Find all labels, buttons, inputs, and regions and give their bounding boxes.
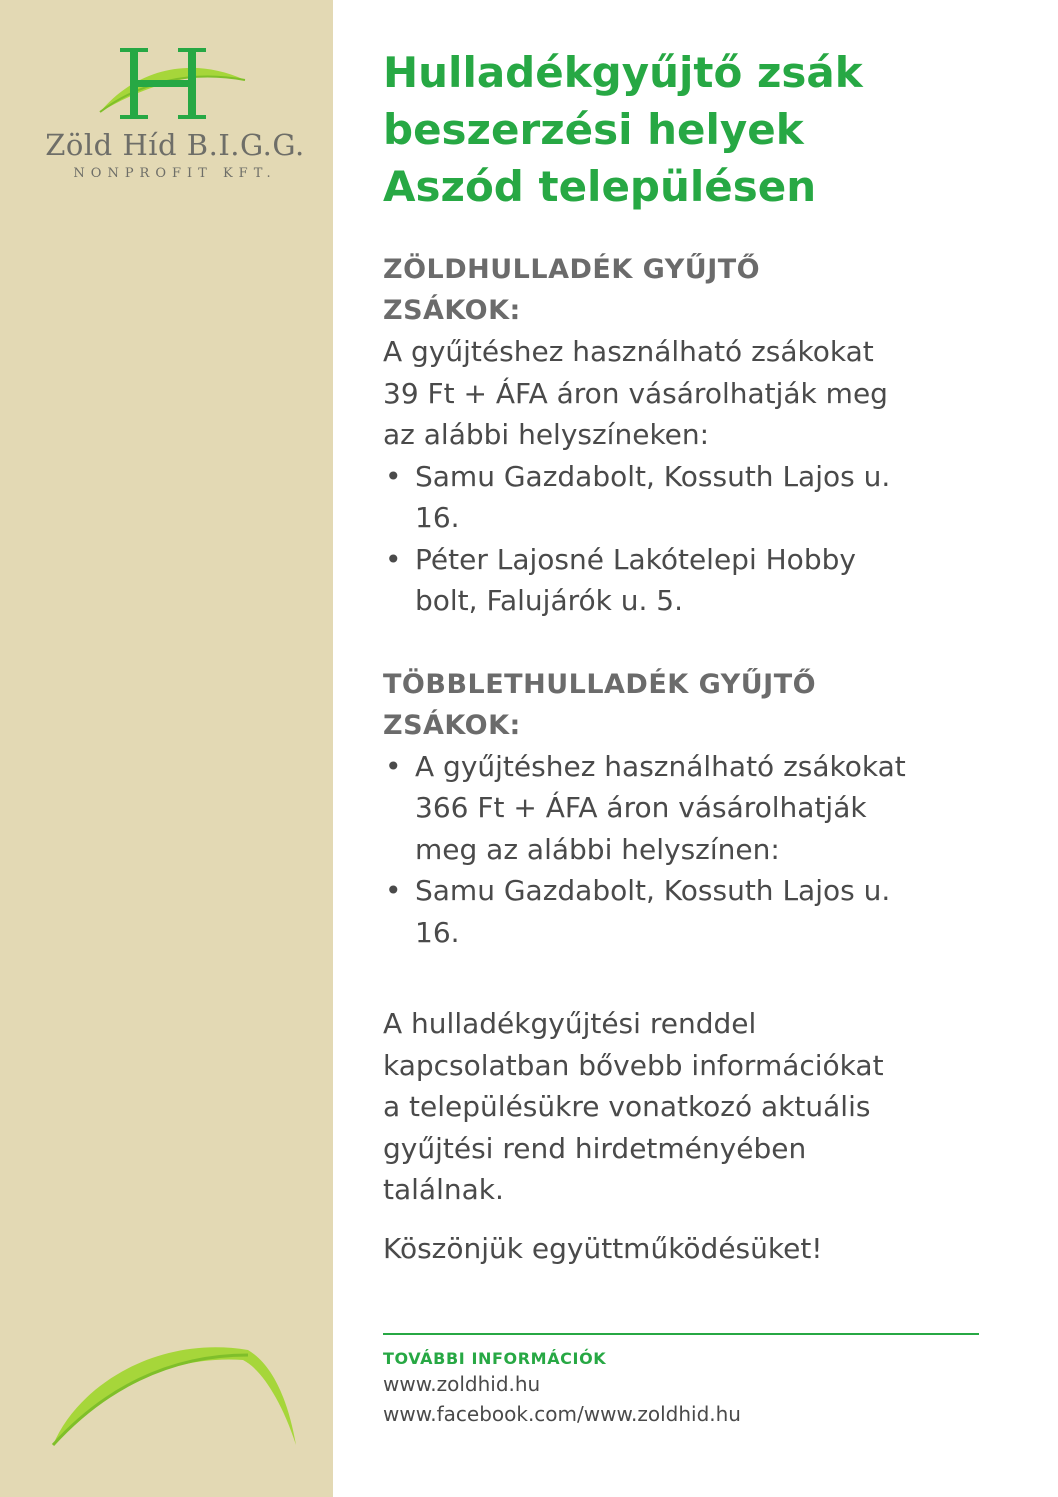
extra-waste-items [383,746,993,954]
sidebar [0,0,333,1497]
bullet-icon: • [385,749,402,783]
green-waste-intro: A gyűjtéshez használható zsákokat 39 Ft + ÁFA áron vásárolhatják meg az alábbi helyszíneken: [383,335,888,451]
green-waste-heading: ZÖLDHULLADÉK GYŰJTŐ ZSÁKOK: [383,254,761,326]
h-leaf-logo-icon [95,40,255,130]
green-waste-locations [383,456,993,622]
footer-heading: TOVÁBBI INFORMÁCIÓK [383,1349,607,1368]
footer-divider [383,1333,979,1335]
logo-subtitle: NONPROFIT KFT. [73,166,277,181]
thanks-text: Köszönjük együttműködésüket! [383,1231,823,1265]
title-line: beszerzési helyek [383,105,804,154]
list-item: • Samu Gazdabolt, Kossuth Lajos u. 16. [383,456,993,539]
bullet-icon: • [385,459,402,493]
page-title [383,44,993,215]
leaf-icon [48,1330,298,1450]
footer [383,1333,979,1429]
facebook-link[interactable]: www.facebook.com/www.zoldhid.hu [383,1402,741,1426]
info-paragraph: A hulladékgyűjtési renddel kapcsolatban bővebb információkat a településükre vonatkozó aktuális gyűjtési rend hirdetményében találnak. [383,1007,884,1206]
bullet-icon: • [385,874,402,907]
title-line: Aszód településen [383,162,817,211]
list-item: • Samu Gazdabolt, Kossuth Lajos u. 16. [383,870,993,953]
bullet-icon: • [385,542,402,576]
website-link[interactable]: www.zoldhid.hu [383,1372,541,1396]
main-content [383,44,993,1269]
title-line: Hulladékgyűjtő zsák [383,48,863,97]
company-logo [40,40,310,190]
extra-waste-heading: TÖBBLETHULLADÉK GYŰJTŐ ZSÁKOK: [383,668,817,741]
logo-name: Zöld Híd B.I.G.G. [45,128,305,162]
list-item: • Péter Lajosné Lakótelepi Hobby bolt, Falujárók u. 5. [383,539,993,622]
list-item: • A gyűjtéshez használható zsákokat 366 Ft + ÁFA áron vásárolhatják meg az alábbi helyszínen: [383,746,993,871]
